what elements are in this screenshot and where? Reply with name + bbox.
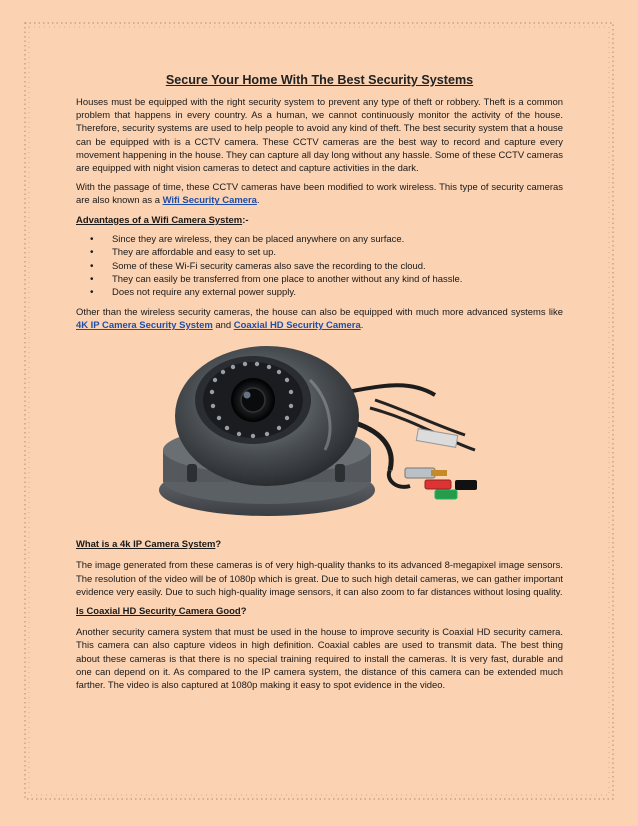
list-item: • Since they are wireless, they can be placed anywhere on any surface.	[76, 233, 563, 246]
wifi-security-camera-link[interactable]: Wifi Security Camera	[162, 195, 257, 207]
advantages-heading-line	[76, 214, 563, 227]
advantages-heading: Advantages of a Wifi Camera System	[76, 214, 243, 226]
list-item: • Does not require any external power supply.	[76, 286, 563, 299]
list-item: • Some of these Wi-Fi security cameras also save the recording to the cloud.	[76, 260, 563, 273]
wireless-paragraph	[76, 181, 563, 207]
list-item: • They can easily be transferred from one place to another without any kind of hassle.	[76, 273, 563, 286]
advantages-list	[76, 233, 563, 300]
4k-ip-camera-link[interactable]: 4K IP Camera Security System	[76, 320, 213, 332]
ip-camera-heading: What is a 4k IP Camera System	[76, 539, 216, 551]
section1-heading-line	[76, 538, 563, 551]
page-title: Secure Your Home With The Best Security Systems	[165, 73, 474, 87]
advantages-suffix: :-	[242, 214, 249, 226]
advanced-mid: and	[212, 320, 234, 332]
coaxial-heading: Is Coaxial HD Security Camera Good	[76, 606, 241, 618]
ip-camera-paragraph: The image generated from these cameras is of very high-quality thanks to its advanced 8-megapixel image sensors. The resolution of the video will be of 1080p which is great. Due to such high detail cameras, we can gather important evidence very easily. Due to such high-quality image sensors, it can also zoom to far distances without losing quality.	[76, 560, 563, 598]
advanced-text: Other than the wireless security cameras, the house can also be equipped with much more advanced systems like	[76, 306, 563, 318]
coaxial-hd-camera-link[interactable]: Coaxial HD Security Camera	[233, 320, 361, 332]
list-item: • They are affordable and easy to set up.	[76, 246, 563, 259]
advanced-systems-paragraph	[76, 306, 563, 332]
ip-camera-heading-suffix: ?	[215, 539, 222, 551]
coaxial-heading-suffix: ?	[240, 606, 247, 618]
coaxial-paragraph: Another security camera system that must be used in the house to improve security is Coaxial HD security camera. This camera can also capture videos in high definition. Coaxial cables are used to transmit data. The best thing about these cameras is that there is no special training required to install the cameras. It is very fast, durable and one can depend on it. As compared to the IP camera system, the distance of this camera can be extended much farther. The video is also captured at 1080p making it easy to spot evidence in the video.	[76, 627, 563, 692]
section2-heading-line	[76, 605, 563, 618]
article	[76, 73, 563, 698]
advanced-end: .	[360, 320, 364, 332]
camera-image	[76, 340, 563, 518]
wireless-text: With the passage of time, these CCTV cameras have been modified to work wireless. This type of security cameras are also known as a	[76, 182, 563, 207]
intro-paragraph: Houses must be equipped with the right security system to prevent any type of theft or robbery. Theft is a common problem that happens in every country. As a human, we cannot continuously monitor the activity of the house. Therefore, security systems are used to help people to avoid any kind of theft. The best security system that a house can be equipped with is a CCTV camera. These CCTV cameras are the best way to record and capture every movement happening in the house. They can capture all day long without any hassle. Some of these CCTV cameras are equipped with night vision cameras to detect and capture activities in the dark.	[76, 97, 563, 175]
wireless-end: .	[256, 195, 260, 207]
spacer	[76, 518, 563, 538]
dome-cctv-camera-icon	[135, 340, 505, 518]
